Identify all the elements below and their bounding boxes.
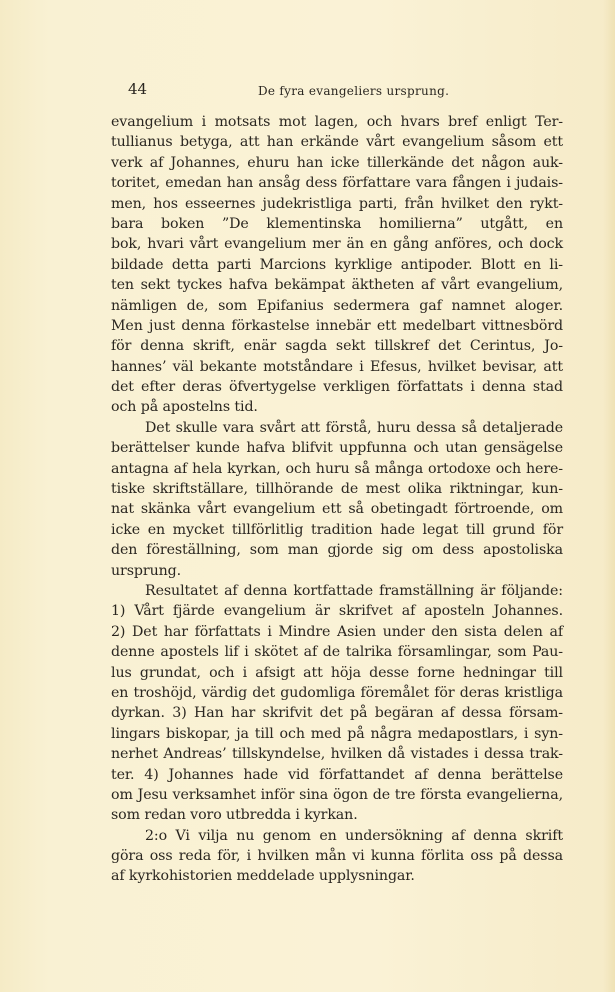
text-line: verk af Johannes, ehuru han icke tillerkände det någon auk- — [111, 154, 563, 171]
text-line: toritet, emedan han ansåg dess författare vara fången i judais- — [111, 175, 563, 192]
text-line: ursprung. — [111, 562, 182, 579]
text-line: men, hos esseernes judekristliga parti, från hvilket den rykt- — [111, 195, 563, 212]
text-line: af kyrkohistorien meddelade upplysningar. — [111, 868, 415, 885]
text-line: 1) Vårt fjärde evangelium är skrifvet af aposteln Johannes. — [111, 603, 563, 620]
text-line: lus grundat, och i afsigt att höja desse forne hedningar till — [111, 664, 563, 681]
page-number: 44 — [128, 80, 148, 98]
text-line: göra oss reda för, i hvilken mån vi kunna förlita oss på dessa — [111, 848, 563, 865]
text-line: Men just denna förkastelse innebär ett medelbart vittnesbörd — [111, 317, 563, 334]
text-line: Resultatet af denna kortfattade framställning är följande: — [145, 582, 563, 599]
text-line: tiske skriftställare, tillhörande de mest olika riktningar, kun- — [111, 481, 563, 498]
text-line: bok, hvari vårt evangelium mer än en gång anföres, och dock — [111, 236, 563, 253]
text-line: det efter deras öfvertygelse verkligen författats i denna stad — [111, 379, 563, 396]
text-line: ter. 4) Johannes hade vid författandet af denna berättelse — [111, 766, 563, 783]
text-line: 2:o Vi vilja nu genom en undersökning af denna skrift — [145, 827, 563, 844]
text-line: en troshöjd, värdig det gudomliga föremålet för deras kristliga — [111, 684, 563, 701]
page-header — [128, 80, 564, 102]
running-head: De fyra evangeliers ursprung. — [258, 84, 450, 98]
text-line: icke en mycket tillförlitlig tradition hade legat till grund för — [111, 521, 563, 538]
text-line: den föreställning, som man gjorde sig om dess apostoliska — [111, 542, 563, 559]
text-line: Det skulle vara svårt att förstå, huru dessa så detaljerade — [145, 419, 563, 436]
text-line: evangelium i motsats mot lagen, och hvars bref enligt Ter- — [111, 114, 563, 130]
text-line: för denna skrift, enär sagda sekt tillskref det Cerintus, Jo- — [111, 338, 563, 355]
text-line: denne apostels lif i skötet af de talrika församlingar, som Pau- — [111, 644, 563, 661]
text-line: hannes’ väl bekante motståndare i Efesus, hvilket bevisar, att — [111, 358, 563, 375]
text-line: lingars biskopar, ja till och med på några medapostlars, i syn- — [111, 725, 563, 742]
page-edge-shadow — [603, 0, 615, 992]
text-line: nerhet Andreas’ tillskyndelse, hvilken då vistades i dessa trak- — [111, 746, 563, 763]
text-line: om Jesu verksamhet inför sina ögon de tre första evangelierna, — [111, 786, 563, 803]
text-line: som redan voro utbredda i kyrkan. — [111, 807, 358, 824]
text-line: nat skänka vårt evangelium ett så obetingadt förtroende, om — [111, 501, 563, 518]
text-line: antagna af hela kyrkan, och huru så många ortodoxe och here- — [111, 460, 563, 477]
text-line: berättelser kunde hafva blifvit uppfunna och utan gensägelse — [111, 440, 563, 457]
text-line: bildade detta parti Marcions kyrklige antipoder. Blott en li- — [111, 256, 563, 273]
text-line: nämligen de, som Epifanius sedermera gaf namnet aloger. — [111, 297, 563, 314]
text-line: och på apostelns tid. — [111, 399, 258, 416]
text-line: 2) Det har författats i Mindre Asien under den sista delen af — [111, 623, 563, 640]
body-text — [111, 112, 563, 887]
text-line: tullianus betyga, att han erkände vårt evangelium såsom ett — [111, 134, 563, 151]
text-line: ten sekt tyckes hafva bekämpat äktheten af vårt evangelium, — [111, 277, 563, 294]
text-line: dyrkan. 3) Han har skrifvit det på begäran af dessa försam- — [111, 705, 563, 722]
text-line: bara boken ”De klementinska homilierna” utgått, en — [111, 215, 563, 232]
